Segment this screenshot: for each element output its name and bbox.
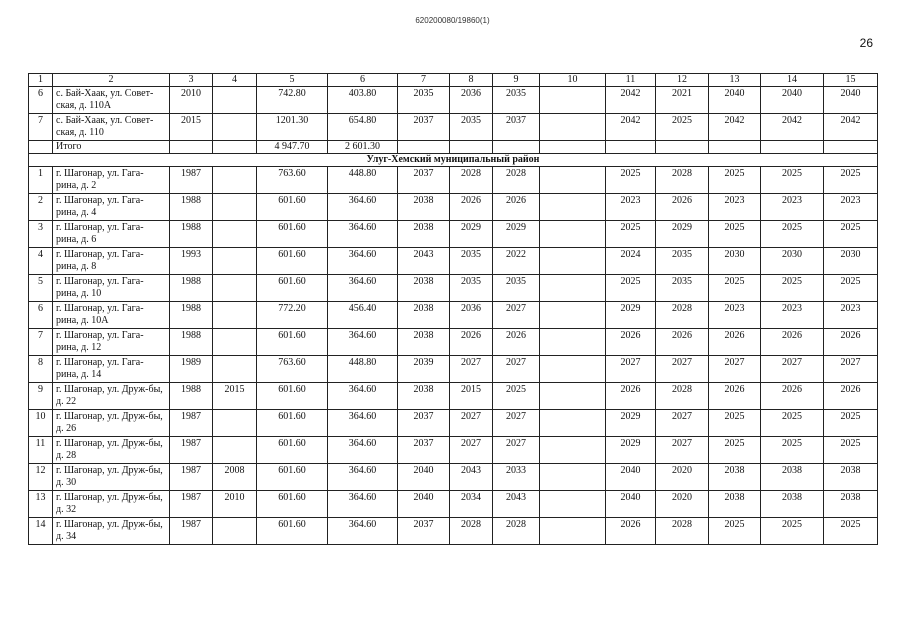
table-cell: 2040 (606, 491, 656, 518)
table-cell: 772.20 (257, 302, 328, 329)
table-cell: 2038 (398, 383, 450, 410)
table-cell: 9 (493, 74, 540, 87)
table-row (29, 167, 878, 194)
table-cell: 2033 (493, 464, 540, 491)
table-cell (213, 114, 257, 141)
table-cell: 2036 (450, 302, 493, 329)
table-cell (29, 141, 53, 154)
table-cell: 2025 (761, 410, 824, 437)
table-cell: 2043 (398, 248, 450, 275)
table-cell: 364.60 (328, 248, 398, 275)
table-cell: 2042 (824, 114, 878, 141)
table-cell: 2035 (493, 275, 540, 302)
table-cell (170, 141, 213, 154)
table-cell: 2030 (824, 248, 878, 275)
table-cell: 2023 (824, 194, 878, 221)
table-cell: 10 (540, 74, 606, 87)
table-cell: 2028 (656, 302, 709, 329)
table-row (29, 437, 878, 464)
address-cell: г. Шагонар, ул. Друж-бы, д. 26 (53, 410, 170, 437)
table-cell: 2023 (761, 302, 824, 329)
table-cell: 2025 (824, 410, 878, 437)
table-cell: 12 (29, 464, 53, 491)
table-row (29, 356, 878, 383)
table-cell (540, 410, 606, 437)
data-table (28, 73, 878, 545)
table-cell: 2026 (493, 329, 540, 356)
table-cell: 601.60 (257, 410, 328, 437)
table-cell: 1993 (170, 248, 213, 275)
table-cell: 8 (29, 356, 53, 383)
table-cell: 2025 (824, 275, 878, 302)
table-cell (656, 141, 709, 154)
table-cell: 5 (29, 275, 53, 302)
table-cell: 6 (29, 302, 53, 329)
address-cell: г. Шагонар, ул. Гага-рина, д. 14 (53, 356, 170, 383)
table-cell: 2021 (656, 87, 709, 114)
table-cell: 2027 (450, 437, 493, 464)
table-cell (213, 87, 257, 114)
table-cell: 2038 (761, 491, 824, 518)
table-cell: 2025 (709, 410, 761, 437)
table-cell: 2026 (450, 329, 493, 356)
table-row (29, 518, 878, 545)
table-cell: 2035 (450, 114, 493, 141)
table-cell: 2040 (709, 87, 761, 114)
section-title: Улуг-Хемский муниципальный район (29, 154, 878, 167)
table-cell: 456.40 (328, 302, 398, 329)
table-cell: 364.60 (328, 194, 398, 221)
table-cell (398, 141, 450, 154)
table-cell: 2025 (606, 275, 656, 302)
table-cell: 2027 (656, 356, 709, 383)
table-cell: 1987 (170, 167, 213, 194)
table-cell: 1201.30 (257, 114, 328, 141)
table-cell: 2037 (493, 114, 540, 141)
table-cell: 2025 (824, 167, 878, 194)
table-cell: 601.60 (257, 275, 328, 302)
table-cell: 1987 (170, 464, 213, 491)
table-cell (213, 167, 257, 194)
table-cell: 601.60 (257, 437, 328, 464)
table-cell: 364.60 (328, 329, 398, 356)
table-cell: 2008 (213, 464, 257, 491)
table-cell: 2026 (450, 194, 493, 221)
table-cell: 7 (29, 114, 53, 141)
section-row (29, 154, 878, 167)
table-cell (709, 141, 761, 154)
table-cell: 2025 (761, 437, 824, 464)
table-cell: 2027 (493, 437, 540, 464)
table-cell: 12 (656, 74, 709, 87)
table-cell: 763.60 (257, 356, 328, 383)
table-cell: 2043 (493, 491, 540, 518)
table-cell: 8 (450, 74, 493, 87)
table-cell: 1 (29, 167, 53, 194)
table-cell (213, 410, 257, 437)
table-cell (213, 275, 257, 302)
table-cell (540, 248, 606, 275)
table-cell: 2015 (170, 114, 213, 141)
table-cell: 2034 (450, 491, 493, 518)
table-cell: 2028 (450, 518, 493, 545)
table-cell: 2029 (493, 221, 540, 248)
table-cell: 2040 (824, 87, 878, 114)
table-cell: 2025 (606, 167, 656, 194)
table-cell: 4 947.70 (257, 141, 328, 154)
table-cell: 2010 (170, 87, 213, 114)
table-cell: 2022 (493, 248, 540, 275)
table-cell: 6 (328, 74, 398, 87)
table-cell: 2025 (709, 518, 761, 545)
table-cell (493, 141, 540, 154)
table-cell: 2027 (493, 410, 540, 437)
table-cell: 2026 (824, 329, 878, 356)
table-cell: 2028 (450, 167, 493, 194)
table-cell (213, 329, 257, 356)
table-row (29, 329, 878, 356)
table-cell: 2015 (450, 383, 493, 410)
table-cell: 2026 (656, 194, 709, 221)
table-cell (540, 275, 606, 302)
table-cell: 3 (29, 221, 53, 248)
table-cell: 1988 (170, 302, 213, 329)
table-cell: 601.60 (257, 491, 328, 518)
address-cell: г. Шагонар, ул. Друж-бы, д. 28 (53, 437, 170, 464)
table-cell: 2027 (824, 356, 878, 383)
table-cell: 601.60 (257, 383, 328, 410)
table-row (29, 248, 878, 275)
table-row (29, 221, 878, 248)
table-cell: 2038 (761, 464, 824, 491)
table-cell: 4 (29, 248, 53, 275)
table-cell: 2026 (709, 383, 761, 410)
table-row (29, 302, 878, 329)
table-cell: 14 (29, 518, 53, 545)
total-row (29, 141, 878, 154)
table-cell: 2025 (709, 275, 761, 302)
table-cell: 11 (606, 74, 656, 87)
table-cell (450, 141, 493, 154)
table-cell: 2025 (761, 518, 824, 545)
table-cell: 2037 (398, 518, 450, 545)
table-cell: 2027 (450, 356, 493, 383)
table-cell: 1988 (170, 329, 213, 356)
table-cell: 1988 (170, 275, 213, 302)
table-cell (213, 356, 257, 383)
table-cell: 2029 (450, 221, 493, 248)
table-cell: 2023 (709, 302, 761, 329)
table-cell: 2025 (824, 221, 878, 248)
table-cell: 2020 (656, 464, 709, 491)
table-cell (213, 221, 257, 248)
table-cell: 1987 (170, 437, 213, 464)
table-cell: 2 (29, 194, 53, 221)
address-cell: Итого (53, 141, 170, 154)
table-cell (761, 141, 824, 154)
table-cell: 2027 (761, 356, 824, 383)
table-cell: 2042 (606, 114, 656, 141)
table-cell: 15 (824, 74, 878, 87)
table-cell: 364.60 (328, 383, 398, 410)
table-cell: 7 (398, 74, 450, 87)
table-cell: 2025 (709, 167, 761, 194)
table-cell: 1987 (170, 410, 213, 437)
table-cell: 654.80 (328, 114, 398, 141)
table-cell (213, 518, 257, 545)
table-cell: 2026 (606, 329, 656, 356)
table-cell: 2027 (656, 410, 709, 437)
table-cell: 2026 (761, 329, 824, 356)
table-cell: 448.80 (328, 167, 398, 194)
table-cell: 1987 (170, 491, 213, 518)
address-cell: г. Шагонар, ул. Друж-бы, д. 32 (53, 491, 170, 518)
table-cell: 601.60 (257, 248, 328, 275)
table-cell: 364.60 (328, 221, 398, 248)
table-cell: 1989 (170, 356, 213, 383)
table-cell: 1987 (170, 518, 213, 545)
table-cell (213, 141, 257, 154)
table-cell: 2023 (709, 194, 761, 221)
table-cell: 2026 (656, 329, 709, 356)
table-cell: 2027 (493, 302, 540, 329)
table-cell: 2035 (450, 275, 493, 302)
table-cell (540, 87, 606, 114)
table-cell (540, 437, 606, 464)
table-cell (540, 491, 606, 518)
table-row (29, 87, 878, 114)
table-cell: 2025 (656, 114, 709, 141)
table-cell: 2038 (398, 275, 450, 302)
table-cell: 2027 (656, 437, 709, 464)
table-cell: 2025 (761, 167, 824, 194)
table-cell: 2026 (606, 383, 656, 410)
table-cell (540, 383, 606, 410)
table-cell: 2042 (606, 87, 656, 114)
table-cell (540, 302, 606, 329)
table-cell: 2025 (761, 275, 824, 302)
table-cell: 364.60 (328, 491, 398, 518)
address-cell: г. Шагонар, ул. Друж-бы, д. 30 (53, 464, 170, 491)
table-cell: 2029 (606, 437, 656, 464)
table-cell: 2023 (761, 194, 824, 221)
table-cell: 2026 (824, 383, 878, 410)
table-cell: 5 (257, 74, 328, 87)
table-cell: 2029 (656, 221, 709, 248)
address-cell: г. Шагонар, ул. Друж-бы, д. 22 (53, 383, 170, 410)
table-row (29, 114, 878, 141)
table-cell (213, 437, 257, 464)
address-cell: г. Шагонар, ул. Друж-бы, д. 34 (53, 518, 170, 545)
table-cell: 2026 (493, 194, 540, 221)
table-cell: 2027 (606, 356, 656, 383)
table-cell: 2037 (398, 114, 450, 141)
table-cell: 2028 (493, 167, 540, 194)
table-cell: 13 (29, 491, 53, 518)
table-cell: 1988 (170, 194, 213, 221)
table-cell: 9 (29, 383, 53, 410)
address-cell: г. Шагонар, ул. Гага-рина, д. 2 (53, 167, 170, 194)
table-cell (540, 141, 606, 154)
table-cell: 2030 (761, 248, 824, 275)
table-cell: 2027 (493, 356, 540, 383)
address-cell: г. Шагонар, ул. Гага-рина, д. 4 (53, 194, 170, 221)
table-cell (540, 194, 606, 221)
table-cell: 2038 (398, 194, 450, 221)
table-cell: 2040 (606, 464, 656, 491)
table-cell: 2038 (398, 221, 450, 248)
address-cell: с. Бай-Хаак, ул. Совет-ская, д. 110 (53, 114, 170, 141)
table-cell: 2025 (824, 437, 878, 464)
table-cell: 2029 (606, 302, 656, 329)
table-cell: 2038 (824, 491, 878, 518)
table-cell (213, 248, 257, 275)
table-cell: 601.60 (257, 194, 328, 221)
table-cell: 2037 (398, 167, 450, 194)
table-cell: 2 601.30 (328, 141, 398, 154)
table-cell: 2040 (761, 87, 824, 114)
table-cell: 2038 (824, 464, 878, 491)
table-cell: 2025 (709, 221, 761, 248)
table-cell (540, 518, 606, 545)
table-row (29, 194, 878, 221)
table-cell: 2015 (213, 383, 257, 410)
table-cell: 2035 (493, 87, 540, 114)
table-cell: 763.60 (257, 167, 328, 194)
table-cell: 2035 (656, 275, 709, 302)
table-cell: 2038 (398, 329, 450, 356)
table-cell: 2027 (709, 356, 761, 383)
table-cell: 14 (761, 74, 824, 87)
table-cell: 13 (709, 74, 761, 87)
table-cell (540, 356, 606, 383)
table-cell (540, 114, 606, 141)
table-cell: 601.60 (257, 329, 328, 356)
table-row (29, 464, 878, 491)
table-cell: 2039 (398, 356, 450, 383)
table-row (29, 491, 878, 518)
table-cell: 2024 (606, 248, 656, 275)
table-cell: 448.80 (328, 356, 398, 383)
address-cell: 2 (53, 74, 170, 87)
address-cell: г. Шагонар, ул. Гага-рина, д. 10 (53, 275, 170, 302)
table-cell: 2025 (709, 437, 761, 464)
page-number: 26 (859, 36, 873, 50)
table-cell: 2023 (606, 194, 656, 221)
table-cell (213, 194, 257, 221)
table-cell: 2029 (606, 410, 656, 437)
table-cell: 7 (29, 329, 53, 356)
table-cell: 2025 (493, 383, 540, 410)
table-cell: 3 (170, 74, 213, 87)
table-cell: 2038 (398, 302, 450, 329)
table-cell: 364.60 (328, 464, 398, 491)
table-cell: 2026 (709, 329, 761, 356)
table-cell: 2028 (493, 518, 540, 545)
table-cell: 11 (29, 437, 53, 464)
table-cell: 2035 (450, 248, 493, 275)
table-cell: 2037 (398, 437, 450, 464)
table-cell (606, 141, 656, 154)
address-cell: г. Шагонар, ул. Гага-рина, д. 8 (53, 248, 170, 275)
table-cell: 2026 (606, 518, 656, 545)
table-cell: 601.60 (257, 464, 328, 491)
table-cell: 2042 (709, 114, 761, 141)
address-cell: г. Шагонар, ул. Гага-рина, д. 10А (53, 302, 170, 329)
table-cell: 364.60 (328, 275, 398, 302)
table-row (29, 383, 878, 410)
table-cell: 364.60 (328, 410, 398, 437)
table-cell: 2025 (761, 221, 824, 248)
address-cell: с. Бай-Хаак, ул. Совет-ская, д. 110А (53, 87, 170, 114)
table-cell (540, 329, 606, 356)
table-cell: 6 (29, 87, 53, 114)
table-cell: 1988 (170, 221, 213, 248)
table-cell: 403.80 (328, 87, 398, 114)
table-cell: 2023 (824, 302, 878, 329)
table-cell: 742.80 (257, 87, 328, 114)
table-cell: 2020 (656, 491, 709, 518)
table-cell: 2035 (656, 248, 709, 275)
table-cell: 2043 (450, 464, 493, 491)
table-cell: 2038 (709, 464, 761, 491)
table-cell: 1 (29, 74, 53, 87)
table-cell: 10 (29, 410, 53, 437)
address-cell: г. Шагонар, ул. Гага-рина, д. 12 (53, 329, 170, 356)
header-row (29, 74, 878, 87)
table-row (29, 275, 878, 302)
table-row (29, 410, 878, 437)
table-cell: 2035 (398, 87, 450, 114)
table-cell: 364.60 (328, 437, 398, 464)
table-cell: 2038 (709, 491, 761, 518)
table-cell: 2028 (656, 167, 709, 194)
table-cell: 1988 (170, 383, 213, 410)
table-cell (213, 302, 257, 329)
table-cell: 364.60 (328, 518, 398, 545)
table-cell: 2040 (398, 464, 450, 491)
table-cell: 601.60 (257, 221, 328, 248)
table-cell: 2025 (824, 518, 878, 545)
table-cell: 2027 (450, 410, 493, 437)
table-cell: 2042 (761, 114, 824, 141)
table-cell: 2026 (761, 383, 824, 410)
table-cell: 4 (213, 74, 257, 87)
table-cell: 2030 (709, 248, 761, 275)
document-id: 620200080/19860(1) (415, 16, 490, 25)
table-cell (824, 141, 878, 154)
table-cell (540, 221, 606, 248)
table-cell: 2028 (656, 518, 709, 545)
table-cell (540, 167, 606, 194)
table-cell: 2040 (398, 491, 450, 518)
address-cell: г. Шагонар, ул. Гага-рина, д. 6 (53, 221, 170, 248)
table-cell: 601.60 (257, 518, 328, 545)
table-cell (540, 464, 606, 491)
table-cell: 2037 (398, 410, 450, 437)
table-cell: 2036 (450, 87, 493, 114)
table-cell: 2025 (606, 221, 656, 248)
table-cell: 2028 (656, 383, 709, 410)
table-cell: 2010 (213, 491, 257, 518)
